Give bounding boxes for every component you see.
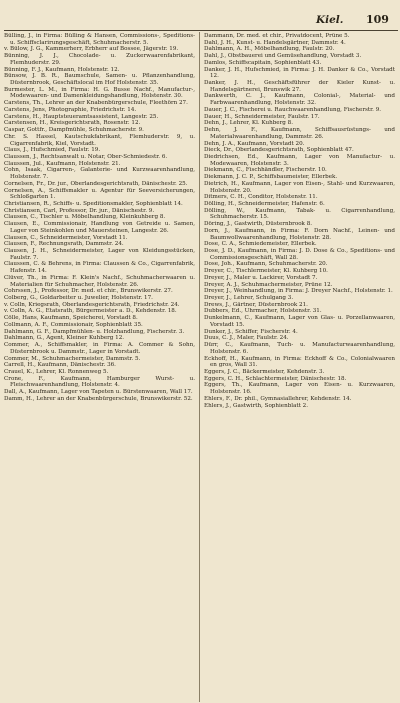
directory-entry: Chr. S. Hassel, Kautschukfabrikant, Flemhuderstr. 9, u. Cigarrenfabrik, Kiel, Vorstadt.: [4, 133, 195, 147]
directory-entry: Dreyer, J., Lehrer, Schulgang 3.: [204, 295, 294, 302]
directory-entry: Eckhoff, H., Kaufmann, in Firma: Eckhoff & Co., Colonialwaaren en gros, Wall 31.: [204, 355, 395, 369]
directory-entry: Dahlmann, A. H., Möbelhandlung, Faulstr. 20.: [204, 46, 335, 53]
left-column: [4, 33, 195, 701]
directory-entry: Commer, M., Schuhmachermeister, Dammstr. 5.: [4, 355, 141, 362]
directory-entry: Dürr, C., Kaufmann, Tuch- u. Manufacturwaarenhandlung, Holstenstr. 6.: [204, 342, 395, 355]
directory-entry: Dose, C. A., Schmiedemeister, Ellerbek.: [204, 241, 317, 248]
directory-entry: v. Colln, A. G., Etatsrath, Bürgermeister a. D., Kehdenstr. 18.: [4, 308, 177, 315]
directory-entry: Cölle, Hans, Kaufmann, Speicherei, Vorstadt 8.: [4, 315, 138, 322]
directory-entry: Dammann, Dr. med. et chir., Privatdocent, Prüne 5.: [204, 33, 350, 39]
directory-entry: Ehlers, J., Gastwirth, Sophienblatt 2.: [204, 402, 309, 409]
directory-entry: Dehn, J., Lehrer, Kl. Kuhberg 8.: [204, 120, 293, 127]
header-rule: [4, 30, 398, 31]
directory-entry: Crauel, K., Lehrer, Kl. Ronnenweg 5.: [4, 368, 109, 375]
directory-entry: Dreyer, C., Tischlermeister, Kl. Kuhberg 10.: [204, 268, 328, 275]
directory-entry: Dorn, J., Kaufmann, in Firma: F. Dorn Nachf., Leinen- und Baumwollwaarenhandlung, Holstenstr. 28.: [204, 227, 395, 241]
directory-entry: Dahl, J. H., Kunst- u. Handelsgärtner, Dammstr. 4.: [204, 39, 346, 46]
directory-entry: Dahlmann, G. F., Dampfmühlen- u. Holzhandlung, Fischerstr. 3.: [4, 328, 185, 335]
directory-entry: Burmester, L. M., in Firma: H. G. Busse Nachf., Manufactur-, Modewaaren- und Damenkleidungshandlung, Holstenstr. 30.: [4, 86, 195, 100]
directory-entry: Dehn, J. F., Kaufmann, Schiffsausrüstungs- und Materialwaarenhandlung, Dammstr. 26.: [204, 127, 395, 140]
directory-entry: Carstens, H., Hauptsteueramtsassistent, Langestr. 25.: [4, 113, 159, 120]
directory-entry: Eggers, C. H., Schlachtermeister, Dänischestr. 18.: [204, 375, 347, 382]
directory-entry: Eggers, Th., Kaufmann, Lager von Eisen- u. Kurzwaaren, Holstenstr. 16.: [204, 382, 395, 396]
directory-entry: Claussen, C. & Behrens, in Firma: Claussen & Co., Cigarrenfabrik, Hafenstr. 14.: [4, 261, 195, 275]
directory-entry: Clausen, E., Commissionair, Handlung von Getreide u. Samen, Lager von Steinkohlen und Mauersteinen, Langestr. 26.: [4, 221, 195, 234]
directory-entry: Dölling, H., Schneidermeister, Hafenstr. 6.: [204, 200, 325, 207]
directory-entry: Dauer, H., Schneidermeister, Faulstr. 17.: [204, 113, 320, 120]
directory-entry: Dieck, Dr., Oberlandesgerichtsrath, Sophienblatt 47.: [204, 147, 354, 154]
directory-entry: Danker, J. H., Geschäftsführer der Kieler Kunst- u. Handelsgärtnerei, Brunswik 27.: [204, 80, 395, 93]
directory-entry: Dall, A., Kaufmann, Lager von Tapeten u. Bürstenwaaren, Wall 17.: [4, 389, 193, 396]
directory-entry: Claus, J., Hufschmied, Faulstr. 19.: [4, 147, 101, 154]
directory-entry: Dunker, J., Schiffer, Fischerstr. 4.: [204, 328, 298, 335]
directory-entry: Clausen, C., Tischler u. Möbelhandlung, Kleinkuhberg 8.: [4, 214, 166, 221]
directory-entry: Bünning, F. J., Kaufmann, Holstenstr. 12.: [4, 66, 120, 73]
directory-entry: Clüver, Th., in Firma: F. Klein's Nachf., Schuhmacherwaaren u. Materialien für Schuhmacher, Holstenstr. 26.: [4, 274, 195, 288]
directory-entry: Dreyer, J., Weinhandlung, in Firma: J. Dreyer Nachf., Holstenstr. 1.: [204, 288, 393, 295]
directory-entry: Damlos, Schiffscapitain, Sophienblatt 43.: [204, 59, 322, 66]
directory-entry: Carstensen, H., Kreisgerichtsrath, Rosenstr. 12.: [4, 120, 141, 127]
directory-entry: Dölling, W., Kaufmann, Tabak- u. Cigarrenhandlung, Schuhmacherstr. 15.: [204, 207, 395, 221]
directory-entry: Commer, A., Schiffsmakler, in Firma: A. Commer & Sohn, Düsternbrook u. Dammstr., Lager in Vorstadt.: [4, 342, 195, 355]
directory-entry: Dose, J. D., Kaufmann, in Firma: J. D. Dose & Co., Speditions- und Commissionsgeschäft, Wall 28.: [204, 248, 395, 261]
directory-entry: Carrell, H., Kaufmann, Dänischestr. 36.: [4, 362, 116, 369]
directory-entry: Diedrichsen, Ed., Kaufmann, Lager von Manufactur- u. Modewaaren, Holstenstr. 3.: [204, 153, 395, 167]
directory-entry: Cohn, Isaak, Cigarren-, Galanterie- und Kurzwaarenhandlung, Holstenstr. 7.: [4, 167, 195, 181]
directory-entry: Duus, C. J., Maler, Faulstr. 24.: [204, 335, 289, 342]
right-column: [204, 33, 395, 701]
page-header: [0, 0, 400, 28]
column-divider: [199, 32, 200, 702]
directory-entry: Bünning, J. J., Chocolade- u. Zuckerwaarenfabrikant, Flemhuderstr. 29.: [4, 53, 195, 66]
directory-entry: Crone, F., Kaufmann, Hamburger Wurst- u. Fleischwaarenhandlung, Holstenstr. 4.: [4, 375, 195, 389]
directory-entry: Caspar, Gottfr., Dampfmühle, Schuhmacherstr. 9.: [4, 127, 144, 134]
directory-entry: Dunkelmann, C., Kaufmann, Lager von Glas- u. Porzellanwaaren, Vorstadt 15.: [204, 315, 395, 328]
directory-entry: Claussen, J., Rechtsanwalt u. Notar, Ober-Schmiedestr. 6.: [4, 153, 168, 160]
directory-entry: Dehn, J. A., Kaufmann, Vorstadt 20.: [204, 140, 305, 147]
directory-entry: Collmann, A. F., Commissionair, Sophienblatt 35.: [4, 321, 143, 328]
running-head-city: Kiel.: [316, 14, 344, 26]
directory-entry: Dose, Joh., Kaufmann, Schuhmacherstr. 20.: [204, 261, 328, 268]
directory-entry: v. Bülow, J. G., Kammerherr, Erbherr auf Bossee, Jägerstr. 19.: [4, 46, 179, 53]
directory-entry: Clausen, J. H., Schneidermeister, Lager von Kleidungsstücken, Faulstr. 7.: [4, 248, 195, 261]
directory-entry: Döring, J., Gastwirth, Düsternbrook 8.: [204, 221, 313, 228]
directory-entry: Bülling, J., in Firma: Bülling & Hansen, Commissions-, Speditions- u. Schiffsclarirungsgeschäft, Schuhmacherstr. 5.: [4, 33, 195, 46]
directory-entry: Colberg, G., Goldarbeiter u. Juwelier, Holstenstr. 17.: [4, 295, 153, 302]
directory-entry: Eggers, J. C., Bäckermeister, Kehdenstr. 3.: [204, 368, 325, 375]
directory-entry: Ditmers, C. H., Conditor, Holstenstr. 11.: [204, 194, 318, 201]
directory-entry: Christiansen, Carl, Professor, Dr. jur., Dänischestr. 9.: [4, 207, 155, 214]
directory-entry: Clausen, C., Schneidermeister, Vorstadt 11.: [4, 234, 128, 241]
directory-entry: Drews, J., Gärtner, Düsternbrook 21.: [204, 301, 308, 308]
directory-entry: Cornelsen, A., Schiffsmakler u. Agentur für Seeversicherungen, Schloßgarten 1.: [4, 187, 195, 201]
directory-entry: Dreyer, A. J., Schuhmachermeister, Prüne 12.: [204, 281, 333, 288]
directory-entry: Dietrich, H., Kaufmann, Lager von Eisen-, Stahl- und Kurzwaaren, Holstenstr. 20.: [204, 180, 395, 194]
directory-entry: Clausen, F., Rechnungsrath, Dammstr. 24.: [4, 241, 124, 248]
directory-entry: Dreyer, J., Maler u. Lackirer, Vorstadt 7.: [204, 274, 318, 281]
directory-entry: Cohrssen, J., Professor, Dr. med. et chir., Brunswikerstr. 27.: [4, 288, 173, 295]
directory-entry: v. Colln, Kriegsrath, Oberlandesgerichtsrath, Friedrichstr. 24.: [4, 301, 180, 308]
directory-entry: Carstens, Jens, Photographie, Friedrichstr. 14.: [4, 106, 137, 113]
directory-entry: Danker, J. H., Hufschmied, in Firma: J. H. Danker & Co., Vorstadt 12.: [204, 66, 395, 80]
directory-entry: Christiansen, R., Schiffs- u. Speditionsmakler, Sophienblatt 14.: [4, 200, 183, 207]
directory-entry: Claussen, Jul., Kaufmann, Holstenstr. 21.: [4, 160, 121, 167]
directory-entry: Ehlers, F., Dr. phil., Gymnasiallehrer, Kehdenstr. 14.: [204, 395, 352, 402]
directory-entry: Diekmann, J. C. P., Schiffsbaumeister, Ellerbek.: [204, 174, 338, 181]
directory-entry: Carstens, Th., Lehrer an der Knabenbürgerschule, Fleethörn 27.: [4, 100, 188, 107]
directory-entry: Diekmann, C., Fischhändler, Fischerstr. 10.: [204, 167, 327, 174]
directory-entry: Dahlmann, G., Agent, Kleiner Kuhberg 12.: [4, 335, 125, 342]
directory-entry: Dankwerth, C. J., Kaufmann, Colonial-, Material- und Farbwaarenhandlung, Holstenstr. 32.: [204, 93, 395, 107]
directory-entry: Cornelsen, Fr., Dr. jur., Oberlandesgerichtsrath, Dänischestr. 25.: [4, 180, 188, 187]
directory-entry: Damm, H., Lehrer an der Knabenbürgerschule, Brunswikerstr. 52.: [4, 395, 193, 402]
page-number: 109: [366, 13, 389, 26]
directory-entry: Dauer, J. C., Fischerei u. Rauchwaarenhandlung, Fischerstr. 9.: [204, 106, 382, 113]
directory-entry: Dubbers, Ed., Uhrmacher, Holstenstr. 31.: [204, 308, 322, 315]
directory-entry: Dahl, J., Obstbauerei und Gemüsehandlung, Vorstadt 3.: [204, 53, 362, 60]
directory-entry: Bünsow, J. B. R., Baumschule, Samen- u. Pflanzenhandlung, Düsternbrook, Geschäftslocal im Hof Holstenstr. 35.: [4, 73, 195, 87]
